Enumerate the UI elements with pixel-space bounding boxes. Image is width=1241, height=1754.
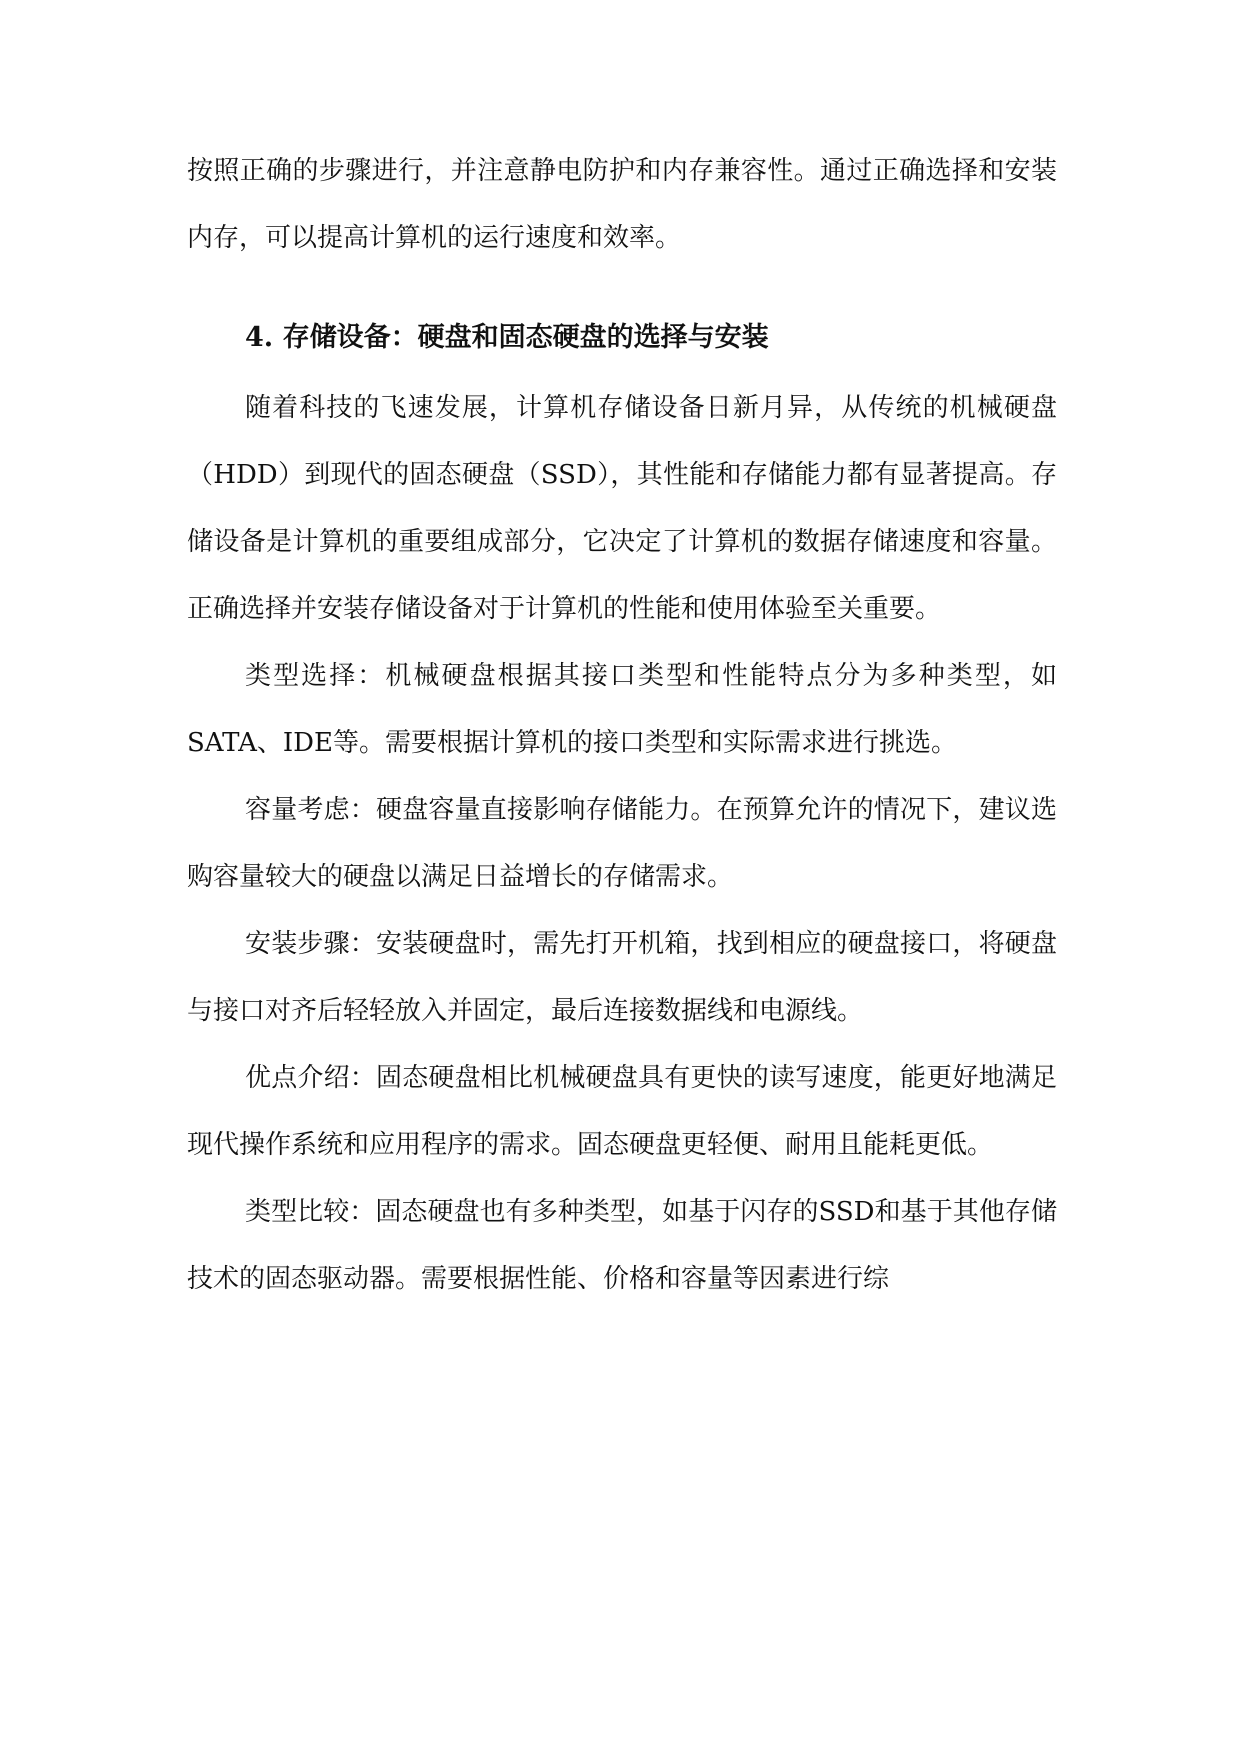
hdd-type-paragraph: 类型选择：机械硬盘根据其接口类型和性能特点分为多种类型，如SATA、IDE等。需要根据计算机的接口类型和实际需求进行挑选。 bbox=[187, 661, 1057, 758]
carryover-paragraph: 按照正确的步骤进行，并注意静电防护和内存兼容性。通过正确选择和安装内存，可以提高计算机的运行速度和效率。 bbox=[187, 156, 1057, 253]
ssd-advantage-paragraph: 优点介绍：固态硬盘相比机械硬盘具有更快的读写速度，能更好地满足现代操作系统和应用程序的需求。固态硬盘更轻便、耐用且能耗更低。 bbox=[187, 1063, 1057, 1160]
document-body bbox=[187, 138, 1057, 1313]
section-heading: 4. 存储设备：硬盘和固态硬盘的选择与安装 bbox=[245, 322, 769, 353]
intro-paragraph: 随着科技的飞速发展，计算机存储设备日新月异，从传统的机械硬盘（HDD）到现代的固态硬盘（SSD），其性能和存储能力都有显著提高。存储设备是计算机的重要组成部分，它决定了计算机的数据存储速度和容量。正确选择并安装存储设备对于计算机的性能和使用体验至关重要。 bbox=[187, 393, 1057, 624]
hdd-install-paragraph: 安装步骤：安装硬盘时，需先打开机箱，找到相应的硬盘接口，将硬盘与接口对齐后轻轻放入并固定，最后连接数据线和电源线。 bbox=[187, 929, 1057, 1026]
hdd-capacity-paragraph: 容量考虑：硬盘容量直接影响存储能力。在预算允许的情况下，建议选购容量较大的硬盘以满足日益增长的存储需求。 bbox=[187, 795, 1057, 892]
ssd-type-paragraph: 类型比较：固态硬盘也有多种类型，如基于闪存的SSD和基于其他存储技术的固态驱动器。需要根据性能、价格和容量等因素进行综 bbox=[187, 1197, 1057, 1294]
